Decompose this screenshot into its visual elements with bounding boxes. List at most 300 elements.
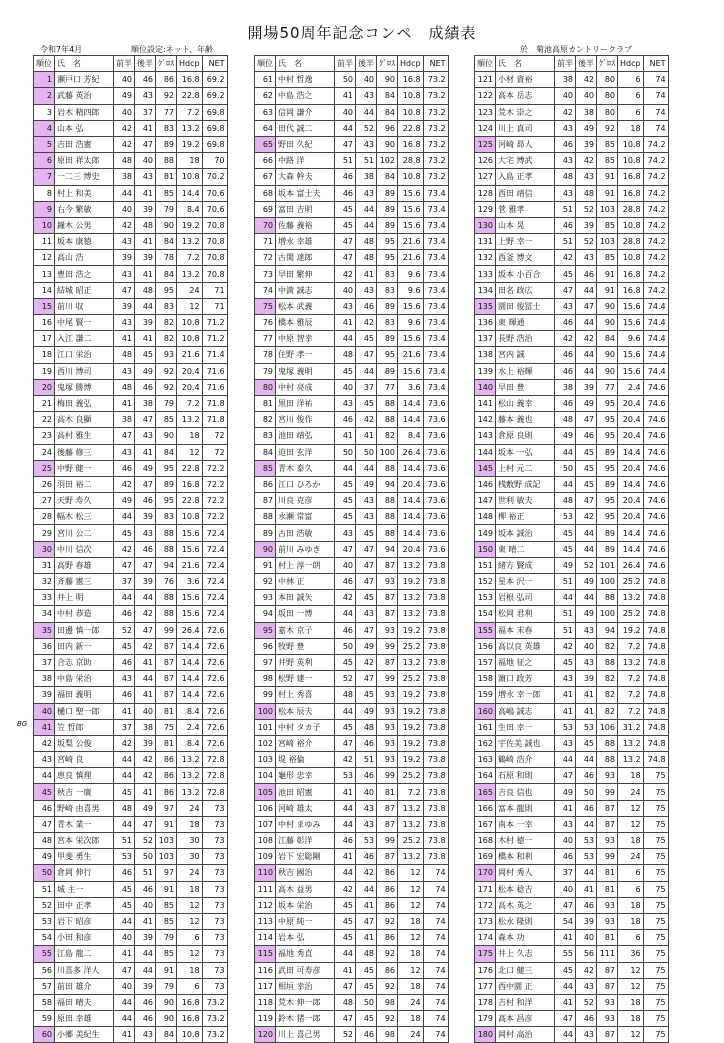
cell-front: 41 [114, 1027, 135, 1043]
cell-rank: 150 [475, 541, 496, 557]
cell-name: 岩根 弘司 [496, 590, 555, 606]
cell-front: 44 [335, 606, 356, 622]
table-row [34, 201, 228, 217]
cell-back: 49 [356, 703, 377, 719]
cell-rank: 46 [34, 800, 55, 816]
table-row [255, 622, 449, 638]
cell-hdcp: 18 [177, 153, 203, 169]
cell-name: 田中 正孝 [55, 897, 114, 913]
cell-gross: 95 [377, 250, 398, 266]
cell-front: 44 [555, 476, 576, 492]
cell-front: 46 [114, 460, 135, 476]
cell-rank: 112 [255, 897, 276, 913]
cell-name: 村上 秀喜 [276, 687, 335, 703]
table-row [475, 881, 669, 897]
cell-rank: 134 [475, 282, 496, 298]
cell-rank: 154 [475, 606, 496, 622]
table-row [255, 816, 449, 832]
cell-hdcp: 15.6 [618, 315, 644, 331]
cell-gross: 88 [597, 752, 618, 768]
cell-back: 45 [356, 395, 377, 411]
cell-net: 69.2 [202, 88, 227, 104]
cell-back: 39 [135, 930, 156, 946]
cell-back: 40 [356, 72, 377, 88]
cell-back: 46 [576, 800, 597, 816]
table-row [255, 930, 449, 946]
cell-hdcp: 16.8 [177, 1011, 203, 1027]
cell-front: 43 [114, 671, 135, 687]
header-rank: 順位 [255, 56, 276, 72]
cell-front: 40 [555, 88, 576, 104]
cell-hdcp: 13.2 [177, 120, 203, 136]
table-row [475, 752, 669, 768]
cell-rank: 147 [475, 493, 496, 509]
cell-back: 46 [135, 493, 156, 509]
table-row [34, 671, 228, 687]
cell-gross: 84 [377, 169, 398, 185]
table-row [34, 104, 228, 120]
cell-net: 73.8 [423, 752, 448, 768]
results-table [33, 55, 228, 1043]
cell-front: 49 [555, 557, 576, 573]
cell-rank: 72 [255, 250, 276, 266]
cell-front: 47 [114, 428, 135, 444]
cell-back: 50 [356, 444, 377, 460]
cell-gross: 76 [156, 574, 177, 590]
cell-net: 72.4 [202, 606, 227, 622]
table-row [475, 994, 669, 1010]
table-row [475, 1027, 669, 1043]
cell-rank: 40 [34, 703, 55, 719]
cell-net: 72.4 [202, 541, 227, 557]
cell-name: 中原 智幸 [276, 331, 335, 347]
cell-hdcp: 18 [618, 120, 644, 136]
cell-rank: 22 [34, 412, 55, 428]
cell-front: 45 [555, 962, 576, 978]
table-row [475, 315, 669, 331]
cell-rank: 53 [34, 913, 55, 929]
cell-name: 福地 征之 [496, 654, 555, 670]
cell-gross: 93 [377, 752, 398, 768]
cell-rank: 116 [255, 962, 276, 978]
cell-gross: 89 [597, 444, 618, 460]
cell-rank: 136 [475, 315, 496, 331]
cell-hdcp: 13.2 [177, 266, 203, 282]
cell-rank: 61 [255, 72, 276, 88]
cell-gross: 87 [377, 606, 398, 622]
cell-rank: 48 [34, 833, 55, 849]
cell-name: 秋吉 國治 [276, 865, 335, 881]
cell-back: 43 [135, 88, 156, 104]
cell-hdcp: 15.6 [177, 606, 203, 622]
results-column-3 [474, 55, 669, 1043]
cell-back: 41 [576, 881, 597, 897]
cell-back: 46 [356, 1027, 377, 1043]
cell-back: 52 [356, 120, 377, 136]
cell-name: 中野 健一 [55, 460, 114, 476]
cell-front: 48 [335, 347, 356, 363]
table-row [34, 800, 228, 816]
cell-net: 74 [423, 1027, 448, 1043]
cell-back: 47 [356, 574, 377, 590]
cell-name: 佐藤 義裕 [276, 217, 335, 233]
cell-hdcp: 14.4 [618, 444, 644, 460]
cell-gross: 79 [156, 395, 177, 411]
cell-hdcp: 18 [618, 994, 644, 1010]
cell-name: 藤本 義也 [496, 412, 555, 428]
cell-front: 43 [114, 315, 135, 331]
cell-name: 武田 可寿彦 [276, 962, 335, 978]
table-row [475, 978, 669, 994]
cell-back: 44 [135, 590, 156, 606]
table-row [255, 881, 449, 897]
cell-name: 鶴崎 浩介 [496, 752, 555, 768]
table-row [255, 72, 449, 88]
cell-front: 48 [335, 687, 356, 703]
cell-hdcp: 16.8 [398, 72, 424, 88]
cell-hdcp: 16.8 [618, 266, 644, 282]
cell-hdcp: 7.2 [618, 687, 644, 703]
cell-name: 岩本 弘 [276, 930, 335, 946]
cell-gross: 84 [156, 234, 177, 250]
cell-front: 53 [335, 768, 356, 784]
cell-gross: 77 [377, 379, 398, 395]
cell-name: 井野 英利 [276, 654, 335, 670]
cell-net: 74.8 [643, 752, 668, 768]
cell-name: 中尾 賢一 [55, 315, 114, 331]
cell-back: 37 [356, 379, 377, 395]
cell-net: 73.2 [423, 136, 448, 152]
cell-hdcp: 15.6 [398, 185, 424, 201]
cell-hdcp: 24 [398, 994, 424, 1010]
cell-net: 73.4 [423, 379, 448, 395]
cell-hdcp: 10.8 [177, 169, 203, 185]
table-row [475, 622, 669, 638]
cell-hdcp: 6 [618, 865, 644, 881]
cell-front: 40 [555, 881, 576, 897]
cell-name: 高嶋 誠志 [496, 703, 555, 719]
cell-net: 73.8 [423, 768, 448, 784]
cell-net: 74 [423, 865, 448, 881]
cell-hdcp: 10.8 [177, 1027, 203, 1043]
cell-front: 44 [335, 120, 356, 136]
cell-front: 38 [114, 169, 135, 185]
cell-name: 松本 辰夫 [276, 703, 335, 719]
cell-hdcp: 16.8 [177, 476, 203, 492]
cell-rank: 50 [34, 865, 55, 881]
cell-front: 40 [335, 282, 356, 298]
cell-back: 47 [135, 412, 156, 428]
cell-name: 中村 タカ子 [276, 719, 335, 735]
header-gross: ｸﾞﾛｽ [156, 56, 177, 72]
cell-front: 43 [555, 298, 576, 314]
cell-hdcp: 25.2 [398, 833, 424, 849]
table-row [34, 217, 228, 233]
cell-name: 西中園 正 [496, 978, 555, 994]
cell-back: 47 [576, 412, 597, 428]
cell-hdcp: 8.4 [398, 428, 424, 444]
cell-hdcp: 25.2 [398, 768, 424, 784]
cell-rank: 28 [34, 509, 55, 525]
cell-name: 高木 英之 [496, 897, 555, 913]
cell-gross: 98 [377, 994, 398, 1010]
cell-front: 48 [114, 800, 135, 816]
cell-front: 42 [335, 752, 356, 768]
cell-gross: 97 [156, 865, 177, 881]
cell-hdcp: 24 [398, 1027, 424, 1043]
cell-back: 50 [356, 994, 377, 1010]
cell-net: 72.2 [202, 509, 227, 525]
cell-net: 73.4 [423, 185, 448, 201]
cell-net: 72.2 [202, 460, 227, 476]
cell-name: 荒木 崇之 [496, 104, 555, 120]
cell-gross: 91 [156, 816, 177, 832]
cell-rank: 30 [34, 541, 55, 557]
cell-rank: 68 [255, 185, 276, 201]
cell-front: 51 [555, 622, 576, 638]
cell-rank: 98 [255, 671, 276, 687]
cell-gross: 83 [377, 266, 398, 282]
cell-net: 71.8 [202, 395, 227, 411]
cell-back: 45 [356, 590, 377, 606]
table-row [34, 881, 228, 897]
cell-name: 菅 雅孝 [496, 201, 555, 217]
cell-hdcp: 10.8 [618, 153, 644, 169]
table-row [475, 331, 669, 347]
cell-name: 東 輝通 [496, 315, 555, 331]
cell-hdcp: 20.4 [618, 460, 644, 476]
cell-net: 74 [423, 1011, 448, 1027]
cell-gross: 81 [156, 735, 177, 751]
cell-net: 72 [202, 428, 227, 444]
cell-name: 緒方 賢成 [496, 557, 555, 573]
cell-gross: 95 [377, 347, 398, 363]
cell-hdcp: 21.6 [177, 557, 203, 573]
cell-front: 40 [114, 201, 135, 217]
cell-front: 51 [555, 606, 576, 622]
cell-rank: 56 [34, 962, 55, 978]
cell-front: 45 [335, 654, 356, 670]
cell-hdcp: 13.2 [177, 752, 203, 768]
cell-gross: 86 [377, 881, 398, 897]
cell-name: 福田 晴夫 [55, 994, 114, 1010]
cell-hdcp: 10.8 [618, 250, 644, 266]
cell-back: 39 [576, 671, 597, 687]
cell-rank: 106 [255, 800, 276, 816]
cell-back: 44 [135, 946, 156, 962]
cell-net: 74.2 [643, 169, 668, 185]
cell-back: 41 [135, 331, 156, 347]
cell-net: 74.6 [643, 444, 668, 460]
cell-rank: 85 [255, 460, 276, 476]
table-row [255, 525, 449, 541]
cell-net: 73.4 [423, 201, 448, 217]
header-gross: ｸﾞﾛｽ [377, 56, 398, 72]
table-row [255, 557, 449, 573]
cell-name: 前川 みゆき [276, 541, 335, 557]
table-row [475, 946, 669, 962]
table-row [475, 800, 669, 816]
table-row [255, 88, 449, 104]
cell-name: 中林 正 [276, 574, 335, 590]
cell-net: 74.8 [643, 606, 668, 622]
cell-name: 坂本 富士夫 [276, 185, 335, 201]
cell-rank: 110 [255, 865, 276, 881]
table-row [34, 897, 228, 913]
table-row [34, 169, 228, 185]
cell-hdcp: 13.2 [398, 606, 424, 622]
cell-back: 53 [576, 849, 597, 865]
table-row [255, 153, 449, 169]
cell-hdcp: 12 [398, 962, 424, 978]
cell-hdcp: 21.6 [398, 234, 424, 250]
cell-rank: 89 [255, 525, 276, 541]
table-row [34, 913, 228, 929]
cell-name: 後藤 修三 [55, 444, 114, 460]
cell-rank: 162 [475, 735, 496, 751]
table-row [255, 347, 449, 363]
cell-back: 48 [576, 185, 597, 201]
cell-gross: 106 [597, 719, 618, 735]
cell-gross: 92 [156, 379, 177, 395]
cell-back: 49 [135, 460, 156, 476]
cell-front: 51 [555, 574, 576, 590]
table-row [255, 962, 449, 978]
cell-net: 72.6 [202, 703, 227, 719]
cell-hdcp: 16.8 [398, 136, 424, 152]
cell-gross: 93 [597, 897, 618, 913]
cell-hdcp: 31.2 [618, 719, 644, 735]
cell-name: 岩下 宏聡剛 [276, 849, 335, 865]
cell-front: 44 [114, 913, 135, 929]
cell-net: 72.6 [202, 671, 227, 687]
table-row [34, 412, 228, 428]
cell-front: 44 [114, 994, 135, 1010]
cell-front: 44 [335, 703, 356, 719]
cell-net: 70.8 [202, 234, 227, 250]
cell-name: 羽田 裕二 [55, 476, 114, 492]
cell-front: 41 [114, 395, 135, 411]
cell-back: 44 [576, 363, 597, 379]
cell-back: 49 [356, 638, 377, 654]
table-row [475, 104, 669, 120]
cell-front: 48 [555, 412, 576, 428]
cell-front: 38 [114, 412, 135, 428]
cell-hdcp: 18 [618, 897, 644, 913]
table-row [255, 266, 449, 282]
cell-back: 50 [576, 784, 597, 800]
cell-back: 48 [356, 250, 377, 266]
cell-front: 51 [114, 833, 135, 849]
cell-hdcp: 18 [398, 978, 424, 994]
cell-rank: 161 [475, 719, 496, 735]
table-row [475, 574, 669, 590]
table-row [475, 865, 669, 881]
cell-hdcp: 18 [618, 833, 644, 849]
cell-front: 42 [114, 217, 135, 233]
cell-front: 40 [335, 379, 356, 395]
cell-front: 51 [555, 201, 576, 217]
cell-back: 42 [576, 72, 597, 88]
cell-rank: 172 [475, 897, 496, 913]
header-net: NET [423, 56, 448, 72]
table-row [475, 201, 669, 217]
cell-gross: 103 [597, 201, 618, 217]
cell-back: 40 [576, 88, 597, 104]
table-row [34, 234, 228, 250]
cell-gross: 78 [156, 250, 177, 266]
table-row [34, 476, 228, 492]
cell-back: 41 [135, 913, 156, 929]
cell-rank: 131 [475, 234, 496, 250]
cell-rank: 124 [475, 120, 496, 136]
cell-front: 42 [555, 638, 576, 654]
cell-gross: 89 [597, 541, 618, 557]
cell-gross: 80 [597, 104, 618, 120]
table-row [255, 493, 449, 509]
cell-gross: 83 [156, 298, 177, 314]
cell-back: 47 [356, 671, 377, 687]
cell-front: 41 [335, 962, 356, 978]
cell-net: 72.8 [202, 784, 227, 800]
cell-back: 42 [135, 752, 156, 768]
cell-hdcp: 12 [177, 444, 203, 460]
cell-front: 49 [114, 88, 135, 104]
cell-name: 西川 博司 [55, 363, 114, 379]
cell-net: 74 [423, 913, 448, 929]
cell-rank: 97 [255, 654, 276, 670]
table-row [255, 282, 449, 298]
cell-front: 44 [555, 752, 576, 768]
cell-net: 71.6 [202, 379, 227, 395]
cell-rank: 175 [475, 946, 496, 962]
cell-rank: 49 [34, 849, 55, 865]
cell-net: 74.2 [643, 185, 668, 201]
cell-hdcp: 18 [177, 881, 203, 897]
table-row [255, 865, 449, 881]
cell-name: 池田 靖弘 [276, 428, 335, 444]
cell-net: 75 [643, 816, 668, 832]
cell-rank: 86 [255, 476, 276, 492]
cell-back: 40 [135, 897, 156, 913]
cell-rank: 105 [255, 784, 276, 800]
cell-back: 39 [135, 201, 156, 217]
cell-net: 70.8 [202, 266, 227, 282]
cell-back: 45 [356, 331, 377, 347]
cell-back: 44 [576, 816, 597, 832]
cell-net: 73.2 [423, 72, 448, 88]
cell-back: 43 [576, 654, 597, 670]
cell-gross: 93 [377, 719, 398, 735]
table-row [255, 833, 449, 849]
cell-net: 74.6 [643, 412, 668, 428]
cell-rank: 144 [475, 444, 496, 460]
cell-name: 右今 繁敏 [55, 201, 114, 217]
cell-back: 41 [356, 930, 377, 946]
table-row [255, 298, 449, 314]
table-row [475, 687, 669, 703]
table-row [34, 88, 228, 104]
cell-gross: 91 [156, 881, 177, 897]
cell-gross: 81 [156, 169, 177, 185]
cell-front: 45 [335, 897, 356, 913]
cell-name: 早田 繁伸 [276, 266, 335, 282]
cell-hdcp: 8.4 [177, 201, 203, 217]
cell-front: 51 [335, 153, 356, 169]
table-row [34, 735, 228, 751]
cell-gross: 77 [597, 379, 618, 395]
cell-front: 43 [555, 153, 576, 169]
